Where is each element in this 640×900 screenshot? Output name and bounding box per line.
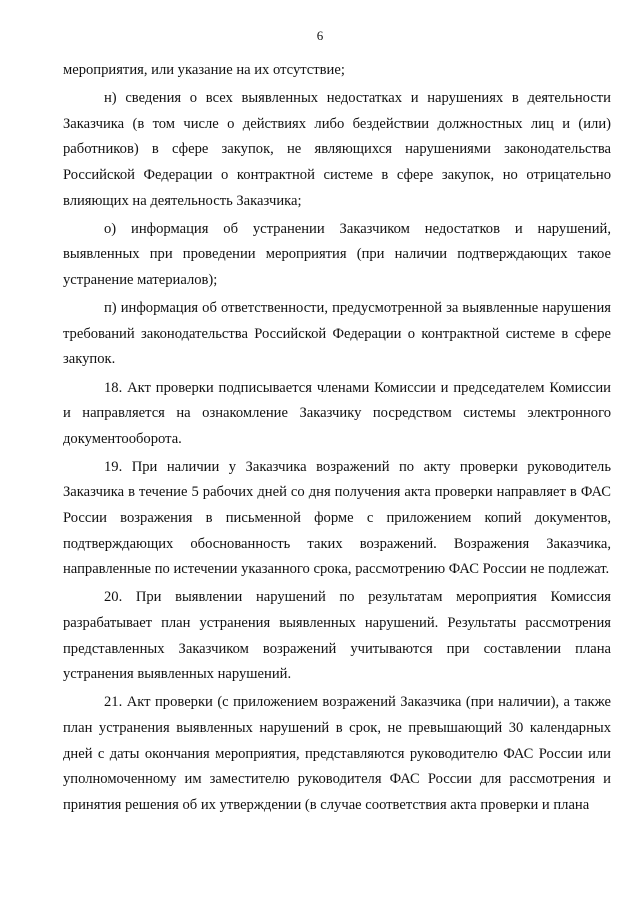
page-number: 6	[316, 28, 324, 43]
paragraph-21: 21. Акт проверки (с приложением возражений Заказчика (при наличии), а также план устранения выявленных нарушений в срок, не превышающий 30 календарных дней с даты окончания мероприятия, представляются руководителю ФАС России или уполномоченному им заместителю руководителя ФАС России для рассмотрения и принятия решения об их утверждении (в случае соответствия акта проверки и плана	[63, 694, 611, 813]
paragraph-item-p: п) информация об ответственности, предусмотренной за выявленные нарушения требований законодательства Российской Федерации о контрактной системе в сфере закупок.	[63, 300, 611, 368]
paragraph-item-o: о) информация об устранении Заказчиком недостатков и нарушений, выявленных при проведении мероприятия (при наличии подтверждающих такое устранение материалов);	[63, 220, 611, 288]
paragraph-18: 18. Акт проверки подписывается членами Комиссии и председателем Комиссии и направляется на ознакомление Заказчику посредством системы электронного документооборота.	[63, 379, 611, 447]
paragraph-20: 20. При выявлении нарушений по результатам мероприятия Комиссия разрабатывает план устранения выявленных нарушений. Результаты рассмотрения представленных Заказчиком возражений учитываются при составлении плана устранения выявленных нарушений.	[63, 589, 611, 683]
paragraph-continuation: мероприятия, или указание на их отсутствие;	[63, 62, 345, 78]
paragraph-19: 19. При наличии у Заказчика возражений по акту проверки руководитель Заказчика в течение 5 рабочих дней со дня получения акта проверки направляет в ФАС России возражения в письменной форме с приложением копий документов, подтверждающих обоснованность таких возражений. Возражения Заказчика, направленные по истечении указанного срока, рассмотрению ФАС России не подлежат.	[63, 458, 611, 578]
document-body	[63, 58, 611, 821]
paragraph-item-n: н) сведения о всех выявленных недостатках и нарушениях в деятельности Заказчика (в том числе о действиях либо бездействии должностных лиц и (или) работников) в сфере закупок, не являющихся нарушениями законодательства Российской Федерации о контрактной системе в сфере закупок, но отрицательно влияющих на деятельность Заказчика;	[63, 90, 611, 209]
